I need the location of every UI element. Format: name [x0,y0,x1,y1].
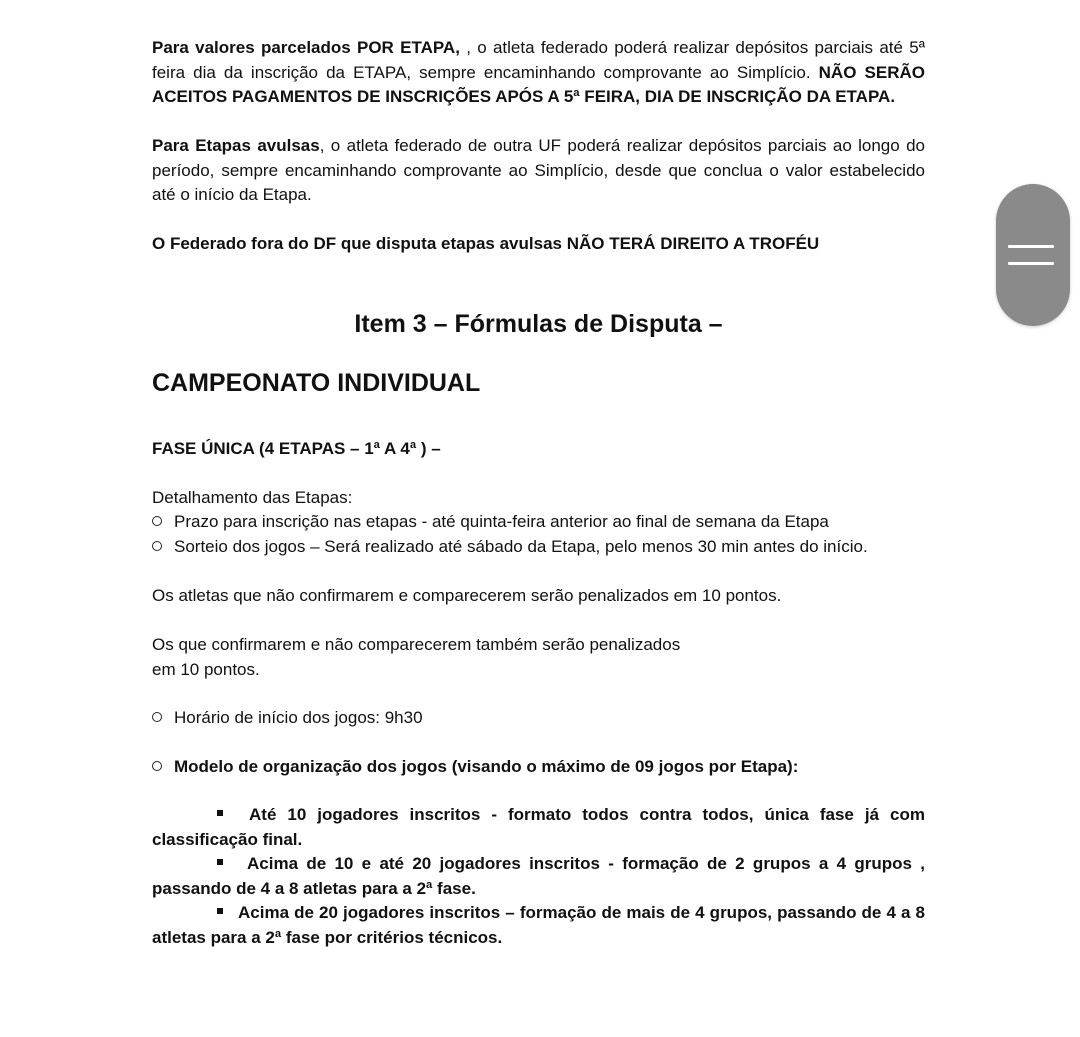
grip-line-icon [1008,245,1054,248]
details-heading: Detalhamento das Etapas: [152,488,353,507]
list-item [152,706,423,731]
format-item [152,901,925,950]
list-item [152,510,829,535]
paragraph-avulsas-lead: Para Etapas avulsas [152,136,320,155]
square-bullet-icon [217,859,223,865]
grip-line-icon [1008,262,1054,265]
circle-bullet-icon [152,761,162,771]
penalty-no-show: Os atletas que não confirmarem e comparecerem serão penalizados em 10 pontos. [152,586,782,605]
paragraph-trofeu-notice: O Federado fora do DF que disputa etapas avulsas NÃO TERÁ DIREITO A TROFÉU [152,234,820,253]
paragraph-avulsas-body: , o atleta federado de outra UF poderá realizar depósitos parciais ao longo do período, sempre encaminhando comprovante ao Simplício, desde que conclua o valor estabelecido até o início da Etapa. [152,136,925,204]
paragraph-parcelados [152,36,925,110]
circle-bullet-icon [152,516,162,526]
list-item [152,535,868,560]
section-subtitle: CAMPEONATO INDIVIDUAL [152,369,481,397]
paragraph-parcelados-body: , o atleta federado poderá realizar depósitos parciais até 5ª feira dia da inscrição da ETAPA, sempre encaminhando comprovante ao Simplício. [152,38,925,82]
penalty-confirmed-line1: Os que confirmarem e não comparecerem também serão penalizados [152,635,681,654]
paragraph-etapas-avulsas [152,134,925,208]
format-item [152,803,925,852]
model-heading-text: Modelo de organização dos jogos (visando o máximo de 09 jogos por Etapa): [174,757,799,776]
phase-heading: FASE ÚNICA (4 ETAPAS – 1ª A 4ª ) – [152,439,441,458]
list-item-text: Prazo para inscrição nas etapas - até quinta-feira anterior ao final de semana da Etapa [174,512,829,531]
penalty-confirmed-line2: em 10 pontos. [152,660,260,679]
circle-bullet-icon [152,712,162,722]
list-item [152,755,798,780]
format-item-text: Acima de 10 e até 20 jogadores inscritos - formação de 2 grupos a 4 grupos , passando de 4 a 8 atletas para a 2ª fase. [152,854,925,898]
paragraph-parcelados-warning: NÃO SERÃO ACEITOS PAGAMENTOS DE INSCRIÇÕES APÓS A 5ª FEIRA, DIA DE INSCRIÇÃO DA ETAPA. [152,62,925,106]
circle-bullet-icon [152,541,162,551]
start-time-text: Horário de início dos jogos: 9h30 [174,708,423,727]
square-bullet-icon [217,908,223,914]
list-item-text: Sorteio dos jogos – Será realizado até sábado da Etapa, pelo menos 30 min antes do início. [174,537,868,556]
scroll-handle[interactable] [996,184,1070,326]
section-title: Item 3 – Fórmulas de Disputa – [354,310,723,338]
format-item-text: Acima de 20 jogadores inscritos – formação de mais de 4 grupos, passando de 4 a 8 atletas para a 2ª fase por critérios técnicos. [152,903,925,947]
format-item-text: Até 10 jogadores inscritos - formato todos contra todos, única fase já com classificação final. [152,805,925,849]
paragraph-parcelados-lead: Para valores parcelados POR ETAPA, [152,38,467,57]
format-item [152,852,925,901]
square-bullet-icon [217,810,223,816]
